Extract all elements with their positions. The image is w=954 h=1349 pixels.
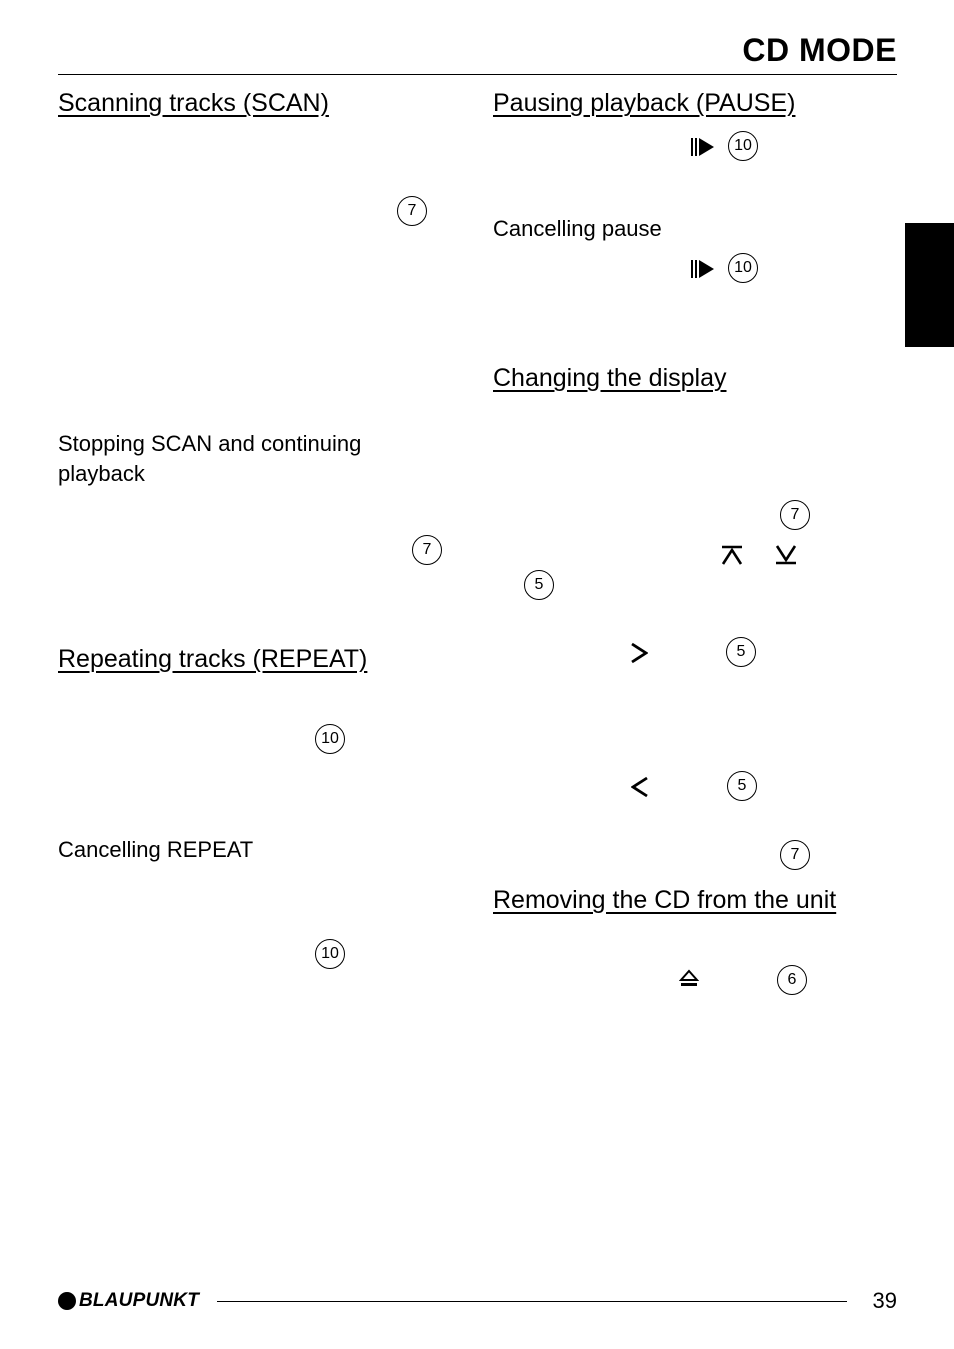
header-divider bbox=[58, 74, 897, 75]
button-ref-display-e: 7 bbox=[780, 840, 810, 870]
subheading-stop-scan: Stopping SCAN and continuing playback bbox=[58, 431, 362, 486]
heading-scan: Scanning tracks (SCAN) bbox=[58, 89, 329, 117]
button-ref-display-d: 5 bbox=[727, 771, 757, 801]
button-ref-display-b: 5 bbox=[524, 570, 554, 600]
arrow-down-icon bbox=[775, 545, 797, 565]
page-title: CD MODE bbox=[742, 32, 897, 68]
button-ref-cancel-repeat: 10 bbox=[315, 939, 345, 969]
brand-dot bbox=[58, 1292, 76, 1310]
section-tab bbox=[905, 223, 954, 347]
brand-logo bbox=[58, 1290, 199, 1312]
button-ref-display-c: 5 bbox=[726, 637, 756, 667]
button-ref-pause: 10 bbox=[728, 131, 758, 161]
eject-icon bbox=[679, 969, 699, 989]
button-ref-stop-scan: 7 bbox=[412, 535, 442, 565]
heading-remove-cd: Removing the CD from the unit bbox=[493, 886, 837, 914]
button-ref-scan: 7 bbox=[397, 196, 427, 226]
arrow-up-icon bbox=[721, 545, 743, 565]
play-pause-icon bbox=[691, 260, 715, 278]
arrow-right-icon bbox=[630, 642, 648, 664]
play-pause-icon bbox=[691, 138, 715, 156]
arrow-left-icon bbox=[631, 776, 649, 798]
heading-display: Changing the display bbox=[493, 364, 727, 392]
page-number: 39 bbox=[872, 1288, 897, 1313]
heading-pause: Pausing playback (PAUSE) bbox=[493, 89, 796, 117]
button-ref-display-a: 7 bbox=[780, 500, 810, 530]
button-ref-repeat: 10 bbox=[315, 724, 345, 754]
brand-name: BLAUPUNKT bbox=[79, 1290, 200, 1311]
subheading-cancel-repeat: Cancelling REPEAT bbox=[58, 837, 254, 862]
heading-repeat: Repeating tracks (REPEAT) bbox=[58, 645, 368, 673]
footer-divider bbox=[217, 1301, 847, 1302]
button-ref-cancel-pause: 10 bbox=[728, 253, 758, 283]
button-ref-remove-cd: 6 bbox=[777, 965, 807, 995]
subheading-cancel-pause: Cancelling pause bbox=[493, 216, 662, 241]
